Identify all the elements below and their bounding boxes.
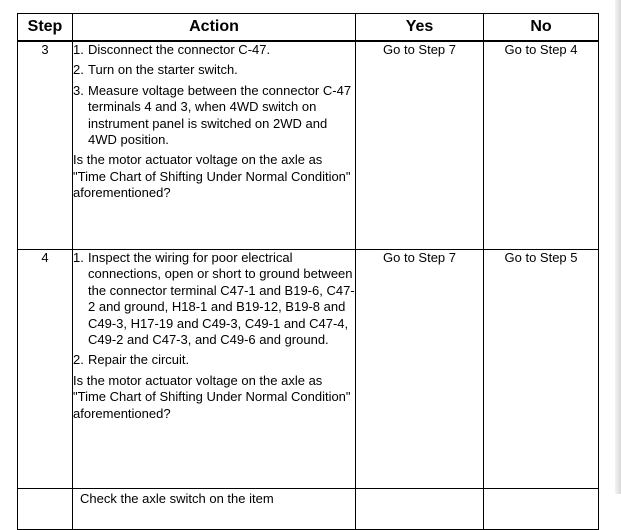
- header-step: Step: [18, 14, 73, 42]
- yes-result: Go to Step 7: [356, 41, 484, 250]
- check-question: Is the motor actuator voltage on the axle as "Time Chart of Shifting Under Normal Condition" aforementioned?: [73, 152, 351, 201]
- instruction-number: 1.: [73, 250, 84, 265]
- instruction-text: Turn on the starter switch.: [88, 62, 238, 78]
- partial-row-text: Check the axle switch on the item: [80, 491, 274, 506]
- header-yes: Yes: [356, 14, 484, 42]
- instruction-item: [73, 42, 355, 58]
- check-question: Is the motor actuator voltage on the axle as "Time Chart of Shifting Under Normal Condition" aforementioned?: [73, 372, 351, 421]
- instruction-item: [73, 62, 355, 78]
- instruction-item: [73, 352, 355, 368]
- table-row-partial: [18, 489, 599, 530]
- step-number: 3: [18, 41, 73, 250]
- table-row-step-3: [18, 41, 599, 250]
- step-number: 4: [18, 250, 73, 489]
- instruction-item: [73, 250, 355, 348]
- instruction-text: Disconnect the connector C-47.: [88, 42, 271, 57]
- no-result: Go to Step 5: [484, 250, 599, 489]
- table-row-step-4: [18, 250, 599, 489]
- instruction-text: Inspect the wiring for poor electrical connections, open or short to ground between the connector terminal C47-1 and B19-6, C47-2 and ground, H18-1 and B19-12, B19-8 and C49-3, H17-19 and C49-3, C49-1 and C47-4, C49-2 and C47-3, and C49-6 and ground.: [88, 250, 355, 348]
- instruction-number: 2.: [73, 352, 84, 368]
- table-header-row: [18, 14, 599, 42]
- instruction-item: [73, 83, 355, 149]
- no-result-partial: [484, 489, 599, 530]
- step-number-partial: [18, 489, 73, 530]
- diagnostic-table: [17, 13, 599, 530]
- window-edge: [615, 0, 621, 494]
- action-cell: [73, 41, 356, 250]
- instruction-number: 1.: [73, 42, 84, 57]
- instruction-number: 3.: [73, 82, 84, 98]
- instruction-text: Measure voltage between the connector C-47 terminals 4 and 3, when 4WD switch on instrument panel is switched on 2WD and 4WD position.: [88, 82, 352, 148]
- yes-result: Go to Step 7: [356, 250, 484, 489]
- yes-result-partial: [356, 489, 484, 530]
- header-no: No: [484, 14, 599, 42]
- instruction-text: Repair the circuit.: [88, 352, 190, 368]
- action-cell-partial: [73, 489, 356, 530]
- instruction-number: 2.: [73, 62, 84, 78]
- header-action: Action: [73, 14, 356, 42]
- action-cell: [73, 250, 356, 489]
- no-result: Go to Step 4: [484, 41, 599, 250]
